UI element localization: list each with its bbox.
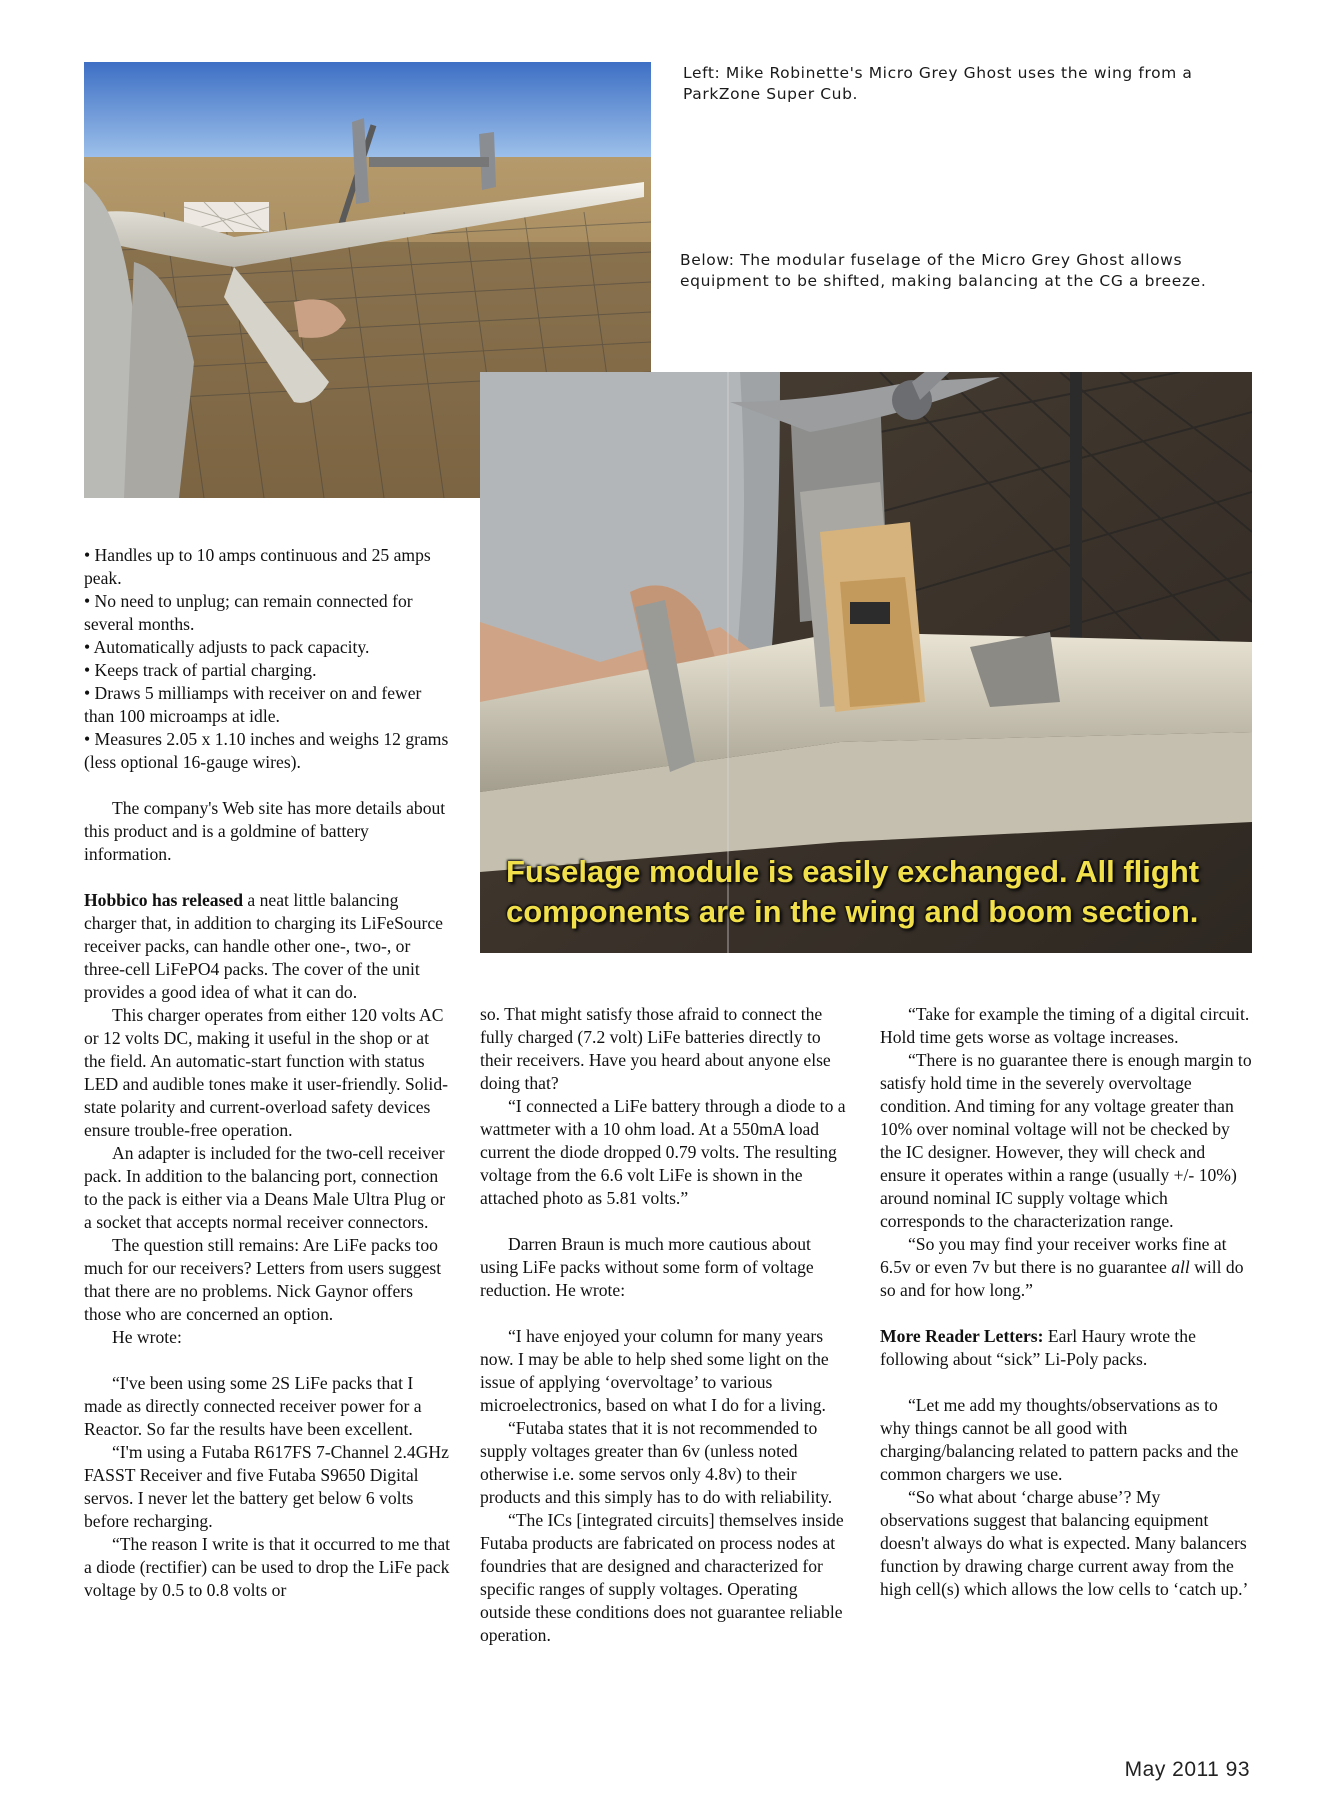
paragraph: “Take for example the timing of a digital circuit. Hold time gets worse as voltage increases.	[880, 1004, 1250, 1047]
paragraph: so. That might satisfy those afraid to connect the fully charged (7.2 volt) LiFe batteries directly to their receivers. Have you heard about anyone else doing that?	[480, 1004, 831, 1093]
emphasis-text: all	[1171, 1257, 1190, 1277]
paragraph: “There is no guarantee there is enough margin to satisfy hold time in the severely overvoltage condition. And timing for any voltage greater than 10% over nominal voltage will not be checked by the IC designer. However, they will check and ensure it operates within a range (usually +/- 10%) around nominal IC supply voltage which corresponds to the characterization range.	[880, 1050, 1252, 1231]
bullet-item: • Handles up to 10 amps continuous and 25 amps peak.	[84, 545, 431, 588]
paragraph: “I have enjoyed your column for many years now. I may be able to help shed some light on the issue of applying ‘overvoltage’ to various microelectronics, based on what I do for a living.	[480, 1326, 829, 1415]
paragraph	[84, 889, 454, 1004]
section-lead: More Reader Letters:	[880, 1326, 1044, 1346]
paragraph-text: “So you may find your receiver works fine at 6.5v or even 7v but there is no guarantee	[880, 1234, 1227, 1277]
column-3	[880, 1003, 1252, 1601]
paragraph-text: a neat little balancing charger that, in addition to charging its LiFeSource receiver packs, can handle other one-, two-, or three-cell LiFePO4 packs. The cover of the unit provides a good idea of what it can do.	[84, 890, 443, 1002]
caption-top: Left: Mike Robinette's Micro Grey Ghost uses the wing from a ParkZone Super Cub.	[683, 64, 1193, 103]
paragraph: “Let me add my thoughts/observations as to why things cannot be all good with charging/balancing related to pattern packs and the common chargers we use.	[880, 1395, 1239, 1484]
fuselage-module-photo	[480, 372, 1252, 953]
paragraph: “I connected a LiFe battery through a diode to a wattmeter with a 10 ohm load. At a 550mA load current the diode dropped 0.79 volts. The resulting voltage from the 6.6 volt LiFe is shown in the attached photo as 5.81 volts.”	[480, 1096, 846, 1208]
paragraph: “The ICs [integrated circuits] themselves inside Futaba products are fabricated on process nodes at foundries that are designed and characterized for specific ranges of supply voltages. Operating outside these conditions does not guarantee reliable operation.	[480, 1510, 844, 1645]
paragraph-text: Earl Haury wrote the following about “sick” Li-Poly packs.	[880, 1326, 1196, 1369]
column-2	[480, 1003, 852, 1647]
caption-below: Below: The modular fuselage of the Micro Grey Ghost allows equipment to be shifted, making balancing at the CG a breeze.	[680, 251, 1207, 290]
bullet-item: • Measures 2.05 x 1.10 inches and weighs 12 grams (less optional 16-gauge wires).	[84, 729, 449, 772]
paragraph: “So what about ‘charge abuse’? My observations suggest that balancing equipment doesn't always do what is expected. Many balancers function by drawing charge current away from the high cell(s) which allows the low cells to ‘catch up.’	[880, 1487, 1249, 1599]
paragraph	[880, 1233, 1252, 1302]
paragraph: This charger operates from either 120 volts AC or 12 volts DC, making it useful in the shop or at the field. An automatic-start function with status LED and audible tones make it user-friendly. Solid-state polarity and current-overload safety devices ensure trouble-free operation.	[84, 1005, 448, 1140]
paragraph: He wrote:	[112, 1327, 182, 1347]
paragraph: Darren Braun is much more cautious about using LiFe packs without some form of voltage reduction. He wrote:	[480, 1234, 814, 1300]
bullet-item: • Automatically adjusts to pack capacity.	[84, 637, 370, 657]
paragraph: “I'm using a Futaba R617FS 7-Channel 2.4GHz FASST Receiver and five Futaba S9650 Digital servos. I never let the battery get below 6 volts before recharging.	[84, 1442, 449, 1531]
bullet-item: • No need to unplug; can remain connected for several months.	[84, 591, 413, 634]
photo-overlay-caption: Fuselage module is easily exchanged. All flight components are in the wing and boom section.	[506, 854, 1200, 929]
paragraph: The question still remains: Are LiFe packs too much for our receivers? Letters from users suggest that there are no problems. Nick Gaynor offers those who are concerned an option.	[84, 1235, 442, 1324]
paragraph: An adapter is included for the two-cell receiver pack. In addition to the balancing port, connection to the pack is either via a Deans Male Ultra Plug or a socket that accepts normal receiver connectors.	[84, 1143, 446, 1232]
paragraph: The company's Web site has more details about this product and is a goldmine of battery information.	[84, 798, 446, 864]
section-lead: Hobbico has released	[84, 890, 244, 910]
column-1	[84, 544, 454, 1602]
paragraph-text: will do so and for how long.”	[880, 1257, 1244, 1300]
bullet-item: • Draws 5 milliamps with receiver on and fewer than 100 microamps at idle.	[84, 683, 422, 726]
paragraph: “The reason I write is that it occurred to me that a diode (rectifier) can be used to drop the LiFe pack voltage by 0.5 to 0.8 volts or	[84, 1534, 451, 1600]
paragraph: “I've been using some 2S LiFe packs that I made as directly connected receiver power for a Reactor. So far the results have been excellent.	[84, 1373, 422, 1439]
bullet-item: • Keeps track of partial charging.	[84, 660, 317, 680]
paragraph	[880, 1325, 1252, 1371]
paragraph: “Futaba states that it is not recommended to supply voltages greater than 6v (unless noted otherwise i.e. some servos only 4.8v) to their products and this simply has to do with reliability.	[480, 1418, 833, 1507]
page-footer: May 2011 93	[1124, 1758, 1250, 1781]
